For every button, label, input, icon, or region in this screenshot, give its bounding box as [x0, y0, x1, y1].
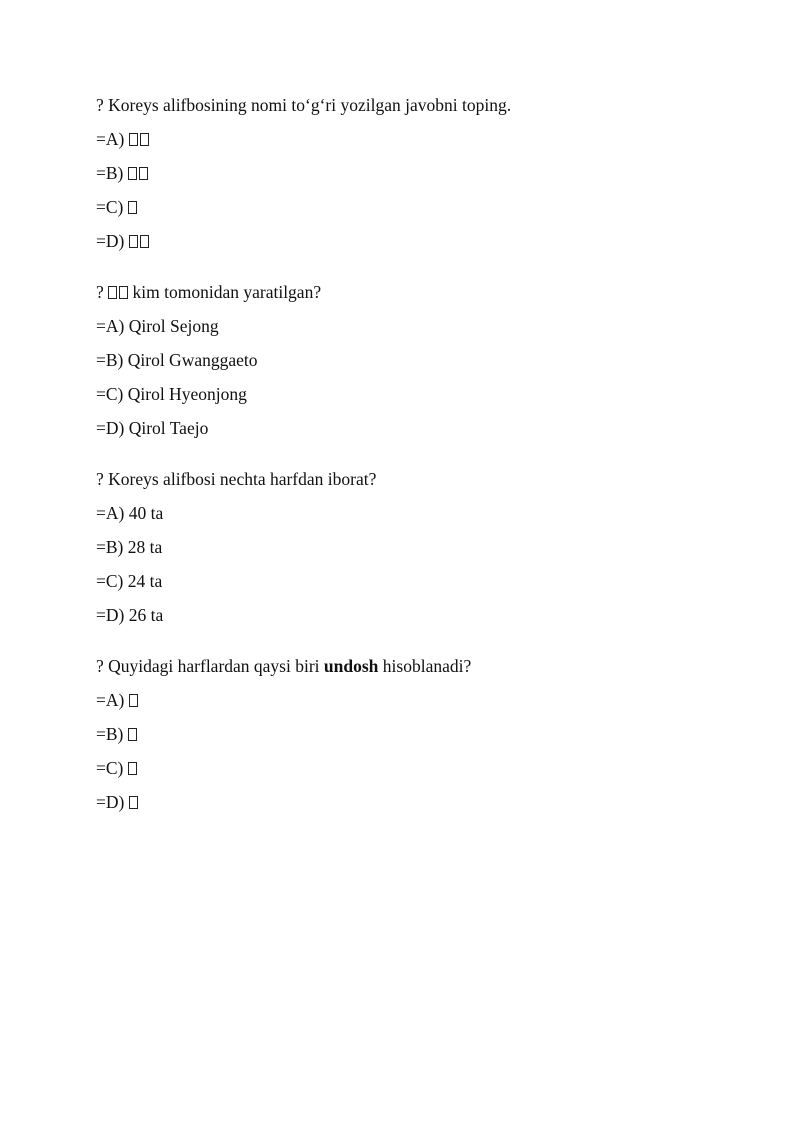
question-1-option-c: [96, 197, 736, 217]
question-4-option-c: [96, 758, 736, 778]
missing-glyph-icon: [129, 129, 149, 149]
question-2-prompt: [96, 282, 736, 302]
question-2: [96, 282, 736, 438]
option-label: =A): [96, 690, 129, 710]
option-label: =B): [96, 724, 128, 744]
question-3-prompt: ? Koreys alifbosi nechta harfdan iborat?: [96, 469, 377, 489]
question-3: [96, 469, 736, 625]
missing-glyph-icon: [128, 197, 137, 217]
option-label: =D): [96, 792, 129, 812]
missing-glyph-box: [128, 167, 137, 180]
missing-glyph-box: [129, 796, 138, 809]
question-1-option-d: [96, 231, 736, 251]
question-3-option-a: =A) 40 ta: [96, 503, 164, 523]
option-label: =A): [96, 129, 129, 149]
document-page: [96, 95, 736, 843]
missing-glyph-box: [119, 286, 128, 299]
question-4-option-b: [96, 724, 736, 744]
question-4-option-a: [96, 690, 736, 710]
option-label: =B): [96, 163, 128, 183]
missing-glyph-box: [128, 201, 137, 214]
question-3-option-b: =B) 28 ta: [96, 537, 163, 557]
question-1-prompt: ? Koreys alifbosining nomi to‘g‘ri yozilgan javobni toping.: [96, 95, 512, 115]
question-2-option-a: =A) Qirol Sejong: [96, 316, 219, 336]
question-2-option-c: =C) Qirol Hyeonjong: [96, 384, 247, 404]
missing-glyph-box: [128, 762, 137, 775]
prompt-bold: undosh: [323, 656, 379, 676]
missing-glyph-box: [129, 694, 138, 707]
missing-glyph-box: [129, 133, 138, 146]
question-1-option-a: [96, 129, 736, 149]
question-4: [96, 656, 736, 812]
question-4-prompt: [96, 656, 736, 676]
missing-glyph-box: [129, 235, 138, 248]
missing-glyph-icon: [128, 163, 148, 183]
missing-glyph-box: [140, 235, 149, 248]
prompt-after: hisoblanadi?: [378, 656, 472, 676]
question-1: [96, 95, 736, 251]
missing-glyph-icon: [108, 282, 128, 302]
question-2-option-d: =D) Qirol Taejo: [96, 418, 209, 438]
missing-glyph-icon: [129, 792, 138, 812]
question-4-option-d: [96, 792, 736, 812]
question-3-option-c: =C) 24 ta: [96, 571, 163, 591]
prompt-prefix: ?: [96, 282, 109, 302]
missing-glyph-box: [128, 728, 137, 741]
missing-glyph-icon: [128, 758, 137, 778]
question-3-option-d: =D) 26 ta: [96, 605, 164, 625]
prompt-suffix: kim tomonidan yaratilgan?: [128, 282, 322, 302]
missing-glyph-icon: [129, 231, 149, 251]
question-1-option-b: [96, 163, 736, 183]
missing-glyph-box: [108, 286, 117, 299]
question-2-option-b: =B) Qirol Gwanggaeto: [96, 350, 258, 370]
missing-glyph-box: [140, 133, 149, 146]
option-label: =C): [96, 758, 128, 778]
missing-glyph-box: [139, 167, 148, 180]
option-label: =D): [96, 231, 129, 251]
missing-glyph-icon: [129, 690, 138, 710]
prompt-before: ? Quyidagi harflardan qaysi biri: [96, 656, 324, 676]
missing-glyph-icon: [128, 724, 137, 744]
option-label: =C): [96, 197, 128, 217]
